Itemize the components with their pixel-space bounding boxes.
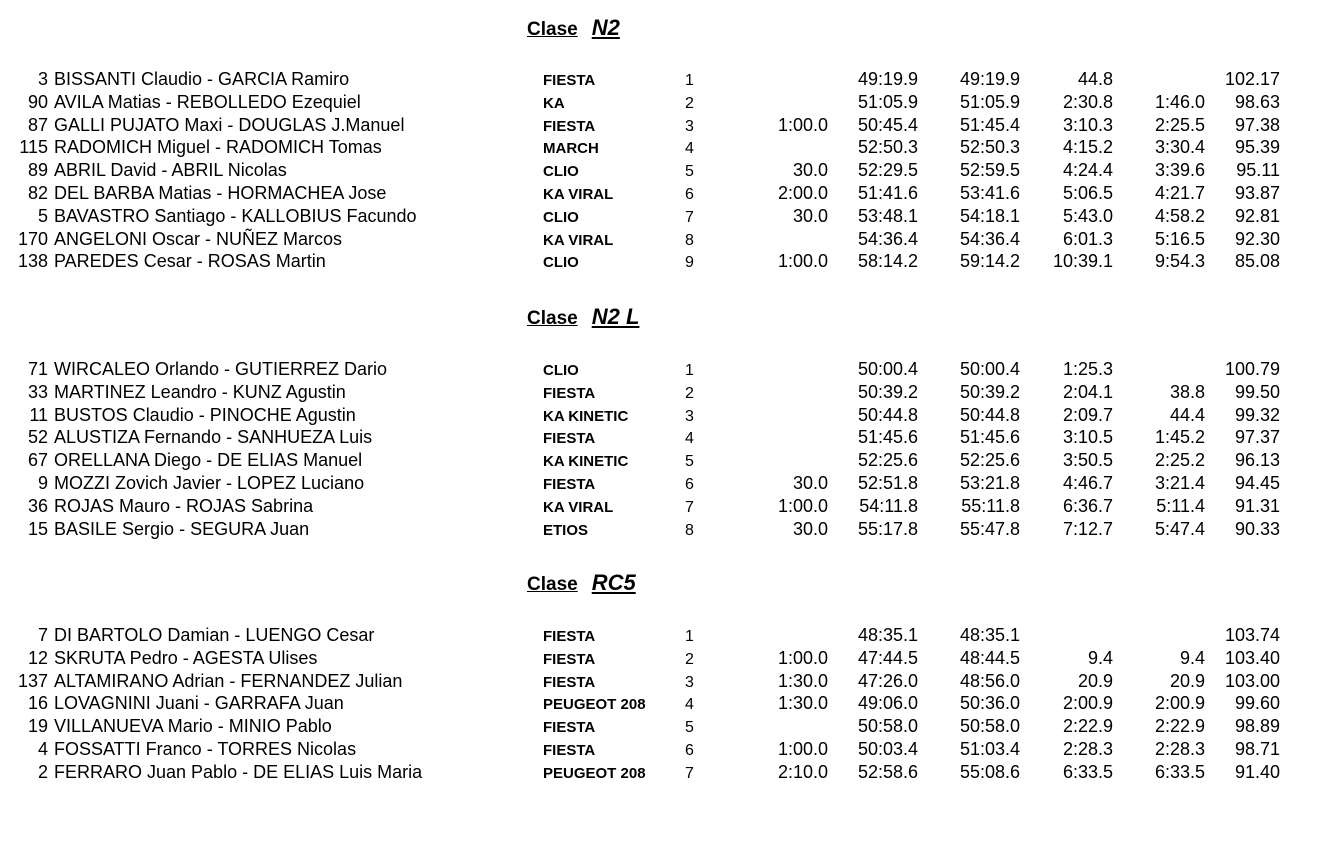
car-model: KA KINETIC <box>543 407 629 425</box>
result-row <box>0 518 1320 540</box>
stage-time: 52:50.3 <box>857 137 918 158</box>
diff-to-first: 2:09.7 <box>1062 404 1113 425</box>
stage-time: 52:25.6 <box>857 450 918 471</box>
result-row <box>0 205 1320 227</box>
penalty-time: 1:00.0 <box>777 739 828 759</box>
car-number: 7 <box>37 625 48 645</box>
total-time: 50:00.4 <box>959 359 1020 379</box>
car-model: FIESTA <box>543 650 596 668</box>
penalty-time: 1:00.0 <box>777 495 828 516</box>
car-model: FIESTA <box>543 742 596 759</box>
class-position: 6 <box>685 476 694 493</box>
percentage: 102.17 <box>1224 69 1280 89</box>
stage-time: 53:48.1 <box>857 205 918 226</box>
car-number: 33 <box>27 381 48 402</box>
car-model: KA VIRAL <box>543 231 614 249</box>
total-time: 51:45.6 <box>959 427 1020 448</box>
stage-time: 51:05.9 <box>857 91 918 112</box>
stage-time: 50:03.4 <box>857 739 918 759</box>
diff-to-first: 5:43.0 <box>1062 205 1113 226</box>
car-number: 4 <box>37 739 48 759</box>
class-position: 1 <box>685 362 694 379</box>
stage-time: 47:26.0 <box>857 670 918 691</box>
total-time: 48:44.5 <box>959 647 1020 668</box>
diff-to-first: 6:33.5 <box>1062 761 1113 782</box>
diff-to-first: 10:39.1 <box>1052 251 1113 272</box>
car-model: KA VIRAL <box>543 498 614 516</box>
result-row <box>0 715 1320 737</box>
diff-to-first: 3:10.5 <box>1062 427 1113 448</box>
result-row <box>0 624 1320 646</box>
total-time: 52:50.3 <box>959 137 1020 158</box>
diff-to-first: 44.8 <box>1077 69 1113 89</box>
car-model: FIESTA <box>543 384 596 402</box>
percentage: 90.33 <box>1234 518 1280 539</box>
crew-name: BISSANTI Claudio - GARCIA Ramiro <box>54 69 350 89</box>
car-model: FIESTA <box>543 673 596 691</box>
diff-to-first: 7:12.7 <box>1062 518 1113 539</box>
penalty-time: 30.0 <box>792 518 828 539</box>
diff-to-first: 3:10.3 <box>1062 114 1113 135</box>
car-model: ETIOS <box>543 521 589 539</box>
car-number: 15 <box>27 518 48 539</box>
class-position: 6 <box>685 742 694 759</box>
percentage: 97.38 <box>1234 114 1280 135</box>
stage-time: 54:36.4 <box>857 228 918 249</box>
car-model: FIESTA <box>543 117 596 135</box>
percentage: 94.45 <box>1234 473 1280 493</box>
class-position: 6 <box>685 186 694 203</box>
total-time: 48:35.1 <box>959 625 1020 645</box>
percentage: 91.40 <box>1234 761 1280 782</box>
percentage: 96.13 <box>1234 450 1280 471</box>
percentage: 95.39 <box>1234 137 1280 158</box>
car-model: KA <box>543 94 565 112</box>
crew-name: VILLANUEVA Mario - MINIO Pablo <box>54 716 332 737</box>
crew-name: SKRUTA Pedro - AGESTA Ulises <box>54 647 318 668</box>
car-number: 2 <box>37 761 48 782</box>
diff-to-first: 20.9 <box>1077 670 1113 691</box>
car-model: KA KINETIC <box>543 453 629 471</box>
diff-to-previous: 4:21.7 <box>1154 183 1205 203</box>
diff-to-previous: 4:58.2 <box>1154 205 1205 226</box>
percentage: 100.79 <box>1224 359 1280 379</box>
penalty-time: 30.0 <box>792 205 828 226</box>
car-number: 115 <box>19 137 48 158</box>
percentage: 99.32 <box>1234 404 1280 425</box>
diff-to-first: 4:46.7 <box>1062 473 1113 493</box>
crew-name: MARTINEZ Leandro - KUNZ Agustin <box>54 381 346 402</box>
car-number: 89 <box>27 160 48 181</box>
section-label: Clase <box>527 574 578 595</box>
class-name: RC5 <box>591 570 636 595</box>
diff-to-first: 2:00.9 <box>1062 693 1113 714</box>
car-model: CLIO <box>543 208 579 226</box>
diff-to-previous: 2:22.9 <box>1154 716 1205 737</box>
car-number: 87 <box>27 114 48 135</box>
car-model: FIESTA <box>543 430 596 448</box>
diff-to-first: 4:24.4 <box>1062 160 1113 181</box>
total-time: 55:11.8 <box>961 495 1020 516</box>
crew-name: BAVASTRO Santiago - KALLOBIUS Facundo <box>54 205 417 226</box>
car-model: KA VIRAL <box>543 186 614 203</box>
total-time: 51:05.9 <box>959 91 1020 112</box>
result-row <box>0 91 1320 113</box>
class-position: 5 <box>685 453 694 471</box>
diff-to-first: 2:04.1 <box>1062 381 1113 402</box>
penalty-time: 1:30.0 <box>777 693 828 714</box>
total-time: 51:03.4 <box>959 739 1020 759</box>
class-position: 5 <box>685 163 694 181</box>
percentage: 98.89 <box>1234 716 1280 737</box>
penalty-time: 1:00.0 <box>777 251 828 272</box>
result-row <box>0 472 1320 494</box>
result-row <box>0 647 1320 669</box>
diff-to-previous: 1:46.0 <box>1154 91 1205 112</box>
section-title <box>527 15 620 41</box>
total-time: 50:58.0 <box>959 716 1020 737</box>
class-position: 1 <box>685 628 694 645</box>
car-number: 5 <box>37 205 48 226</box>
result-row <box>0 68 1320 90</box>
penalty-time: 30.0 <box>792 160 828 181</box>
total-time: 51:45.4 <box>959 114 1020 135</box>
crew-name: BUSTOS Claudio - PINOCHE Agustin <box>54 404 356 425</box>
result-row <box>0 449 1320 471</box>
penalty-time: 1:00.0 <box>777 114 828 135</box>
crew-name: GALLI PUJATO Maxi - DOUGLAS J.Manuel <box>54 114 405 135</box>
result-row <box>0 250 1320 272</box>
crew-name: PAREDES Cesar - ROSAS Martin <box>54 251 326 272</box>
penalty-time: 1:00.0 <box>777 647 828 668</box>
percentage: 98.71 <box>1234 739 1280 759</box>
total-time: 53:41.6 <box>959 183 1020 203</box>
class-position: 8 <box>685 521 694 539</box>
class-position: 3 <box>685 117 694 135</box>
car-number: 9 <box>37 473 48 493</box>
result-row <box>0 136 1320 158</box>
percentage: 93.87 <box>1234 183 1280 203</box>
total-time: 54:36.4 <box>959 228 1020 249</box>
class-position: 2 <box>685 94 694 112</box>
diff-to-first: 4:15.2 <box>1062 137 1113 158</box>
car-model: CLIO <box>543 163 579 181</box>
total-time: 59:14.2 <box>959 251 1020 272</box>
car-number: 12 <box>27 647 48 668</box>
result-row <box>0 404 1320 426</box>
diff-to-previous: 38.8 <box>1169 381 1205 402</box>
diff-to-first: 6:01.3 <box>1062 228 1113 249</box>
stage-time: 58:14.2 <box>857 251 918 272</box>
car-number: 19 <box>27 716 48 737</box>
car-number: 3 <box>37 69 48 89</box>
car-number: 137 <box>17 670 48 691</box>
diff-to-previous: 6:33.5 <box>1154 761 1205 782</box>
stage-time: 49:19.9 <box>857 69 918 89</box>
diff-to-first: 3:50.5 <box>1062 450 1113 471</box>
diff-to-previous: 1:45.2 <box>1154 427 1205 448</box>
result-row <box>0 381 1320 403</box>
diff-to-previous: 44.4 <box>1169 404 1205 425</box>
stage-time: 47:44.5 <box>857 647 918 668</box>
percentage: 98.63 <box>1234 91 1280 112</box>
stage-time: 50:58.0 <box>857 716 918 737</box>
result-row <box>0 228 1320 250</box>
penalty-time: 30.0 <box>792 473 828 493</box>
stage-time: 51:41.6 <box>857 183 918 203</box>
stage-time: 50:44.8 <box>857 404 918 425</box>
section-label: Clase <box>527 308 578 329</box>
total-time: 48:56.0 <box>959 670 1020 691</box>
penalty-time: 2:10.0 <box>777 761 828 782</box>
car-number: 52 <box>27 427 48 448</box>
diff-to-previous: 2:28.3 <box>1154 739 1205 759</box>
class-name: N2 <box>591 15 620 40</box>
car-number: 11 <box>29 404 48 425</box>
result-row <box>0 182 1320 204</box>
car-number: 67 <box>27 450 48 471</box>
car-number: 36 <box>27 495 48 516</box>
percentage: 95.11 <box>1236 160 1280 181</box>
total-time: 50:39.2 <box>959 381 1020 402</box>
diff-to-previous: 20.9 <box>1169 670 1205 691</box>
total-time: 49:19.9 <box>959 69 1020 89</box>
crew-name: ABRIL David - ABRIL Nicolas <box>54 160 287 181</box>
diff-to-previous: 2:00.9 <box>1154 693 1205 714</box>
penalty-time: 2:00.0 <box>777 183 828 203</box>
percentage: 99.60 <box>1234 693 1280 714</box>
class-position: 9 <box>685 254 694 272</box>
percentage: 99.50 <box>1234 381 1280 402</box>
diff-to-previous: 3:39.6 <box>1154 160 1205 181</box>
diff-to-first: 2:22.9 <box>1062 716 1113 737</box>
crew-name: ROJAS Mauro - ROJAS Sabrina <box>54 495 314 516</box>
car-number: 16 <box>27 693 48 714</box>
car-model: PEUGEOT 208 <box>543 696 646 714</box>
class-position: 8 <box>685 231 694 249</box>
percentage: 85.08 <box>1234 251 1280 272</box>
diff-to-previous: 9.4 <box>1179 647 1205 668</box>
total-time: 50:36.0 <box>959 693 1020 714</box>
car-model: PEUGEOT 208 <box>543 764 646 782</box>
total-time: 53:21.8 <box>959 473 1020 493</box>
class-position: 4 <box>685 696 694 714</box>
percentage: 97.37 <box>1234 427 1280 448</box>
percentage: 92.81 <box>1234 205 1280 226</box>
stage-time: 54:11.8 <box>859 495 918 516</box>
result-row <box>0 426 1320 448</box>
crew-name: LOVAGNINI Juani - GARRAFA Juan <box>54 693 344 714</box>
car-model: FIESTA <box>543 719 596 737</box>
percentage: 91.31 <box>1234 495 1280 516</box>
stage-time: 49:06.0 <box>857 693 918 714</box>
class-position: 7 <box>685 208 694 226</box>
crew-name: DI BARTOLO Damian - LUENGO Cesar <box>54 625 375 645</box>
class-name: N2 L <box>591 304 640 329</box>
crew-name: ALUSTIZA Fernando - SANHUEZA Luis <box>54 427 373 448</box>
class-position: 2 <box>685 650 694 668</box>
crew-name: ALTAMIRANO Adrian - FERNANDEZ Julian <box>54 670 403 691</box>
diff-to-previous: 3:21.4 <box>1154 473 1205 493</box>
stage-time: 52:58.6 <box>857 761 918 782</box>
crew-name: MOZZI Zovich Javier - LOPEZ Luciano <box>54 473 365 493</box>
crew-name: DEL BARBA Matias - HORMACHEA Jose <box>54 183 387 203</box>
car-model: FIESTA <box>543 628 596 645</box>
car-model: FIESTA <box>543 476 596 493</box>
section-title <box>527 570 636 596</box>
diff-to-previous: 5:11.4 <box>1156 495 1205 516</box>
diff-to-first: 5:06.5 <box>1062 183 1113 203</box>
crew-name: FERRARO Juan Pablo - DE ELIAS Luis Maria <box>54 761 423 782</box>
diff-to-first: 9.4 <box>1087 647 1113 668</box>
diff-to-previous: 2:25.2 <box>1154 450 1205 471</box>
stage-time: 51:45.6 <box>857 427 918 448</box>
percentage: 92.30 <box>1234 228 1280 249</box>
car-model: CLIO <box>543 362 579 379</box>
crew-name: ORELLANA Diego - DE ELIAS Manuel <box>54 450 363 471</box>
percentage: 103.40 <box>1224 647 1280 668</box>
result-row <box>0 495 1320 517</box>
car-model: CLIO <box>543 254 579 272</box>
diff-to-previous: 3:30.4 <box>1154 137 1205 158</box>
total-time: 52:25.6 <box>959 450 1020 471</box>
car-number: 170 <box>17 228 48 249</box>
stage-time: 52:29.5 <box>857 160 918 181</box>
result-row <box>0 159 1320 181</box>
class-position: 4 <box>685 140 694 158</box>
total-time: 55:47.8 <box>959 518 1020 539</box>
diff-to-first: 2:28.3 <box>1062 739 1113 759</box>
result-row <box>0 670 1320 692</box>
class-position: 4 <box>685 430 694 448</box>
result-row <box>0 761 1320 783</box>
class-position: 7 <box>685 764 694 782</box>
section-label: Clase <box>527 19 578 40</box>
section-title <box>527 304 639 330</box>
total-time: 50:44.8 <box>959 404 1020 425</box>
class-position: 5 <box>685 719 694 737</box>
diff-to-previous: 2:25.5 <box>1154 114 1205 135</box>
crew-name: WIRCALEO Orlando - GUTIERREZ Dario <box>54 359 388 379</box>
class-position: 3 <box>685 673 694 691</box>
total-time: 52:59.5 <box>959 160 1020 181</box>
diff-to-previous: 5:16.5 <box>1154 228 1205 249</box>
class-position: 7 <box>685 498 694 516</box>
result-row <box>0 114 1320 136</box>
class-position: 3 <box>685 407 694 425</box>
crew-name: ANGELONI Oscar - NUÑEZ Marcos <box>54 228 343 249</box>
result-row <box>0 738 1320 760</box>
car-number: 71 <box>27 359 48 379</box>
total-time: 54:18.1 <box>959 205 1020 226</box>
car-number: 138 <box>17 251 48 272</box>
crew-name: RADOMICH Miguel - RADOMICH Tomas <box>54 137 382 158</box>
crew-name: BASILE Sergio - SEGURA Juan <box>54 518 310 539</box>
diff-to-previous: 5:47.4 <box>1154 518 1205 539</box>
percentage: 103.74 <box>1224 625 1280 645</box>
stage-time: 55:17.8 <box>857 518 918 539</box>
total-time: 55:08.6 <box>959 761 1020 782</box>
result-row <box>0 692 1320 714</box>
stage-time: 50:00.4 <box>857 359 918 379</box>
car-model: FIESTA <box>543 72 596 89</box>
stage-time: 50:45.4 <box>857 114 918 135</box>
stage-time: 48:35.1 <box>857 625 918 645</box>
car-model: MARCH <box>543 140 599 158</box>
stage-time: 50:39.2 <box>857 381 918 402</box>
stage-time: 52:51.8 <box>857 473 918 493</box>
crew-name: FOSSATTI Franco - TORRES Nicolas <box>54 739 357 759</box>
diff-to-first: 1:25.3 <box>1062 359 1113 379</box>
car-number: 82 <box>27 183 48 203</box>
penalty-time: 1:30.0 <box>777 670 828 691</box>
percentage: 103.00 <box>1224 670 1280 691</box>
diff-to-previous: 9:54.3 <box>1154 251 1205 272</box>
result-row <box>0 358 1320 380</box>
diff-to-first: 6:36.7 <box>1062 495 1113 516</box>
diff-to-first: 2:30.8 <box>1062 91 1113 112</box>
crew-name: AVILA Matias - REBOLLEDO Ezequiel <box>54 91 361 112</box>
class-position: 1 <box>685 72 694 89</box>
car-number: 90 <box>27 91 48 112</box>
class-position: 2 <box>685 384 694 402</box>
